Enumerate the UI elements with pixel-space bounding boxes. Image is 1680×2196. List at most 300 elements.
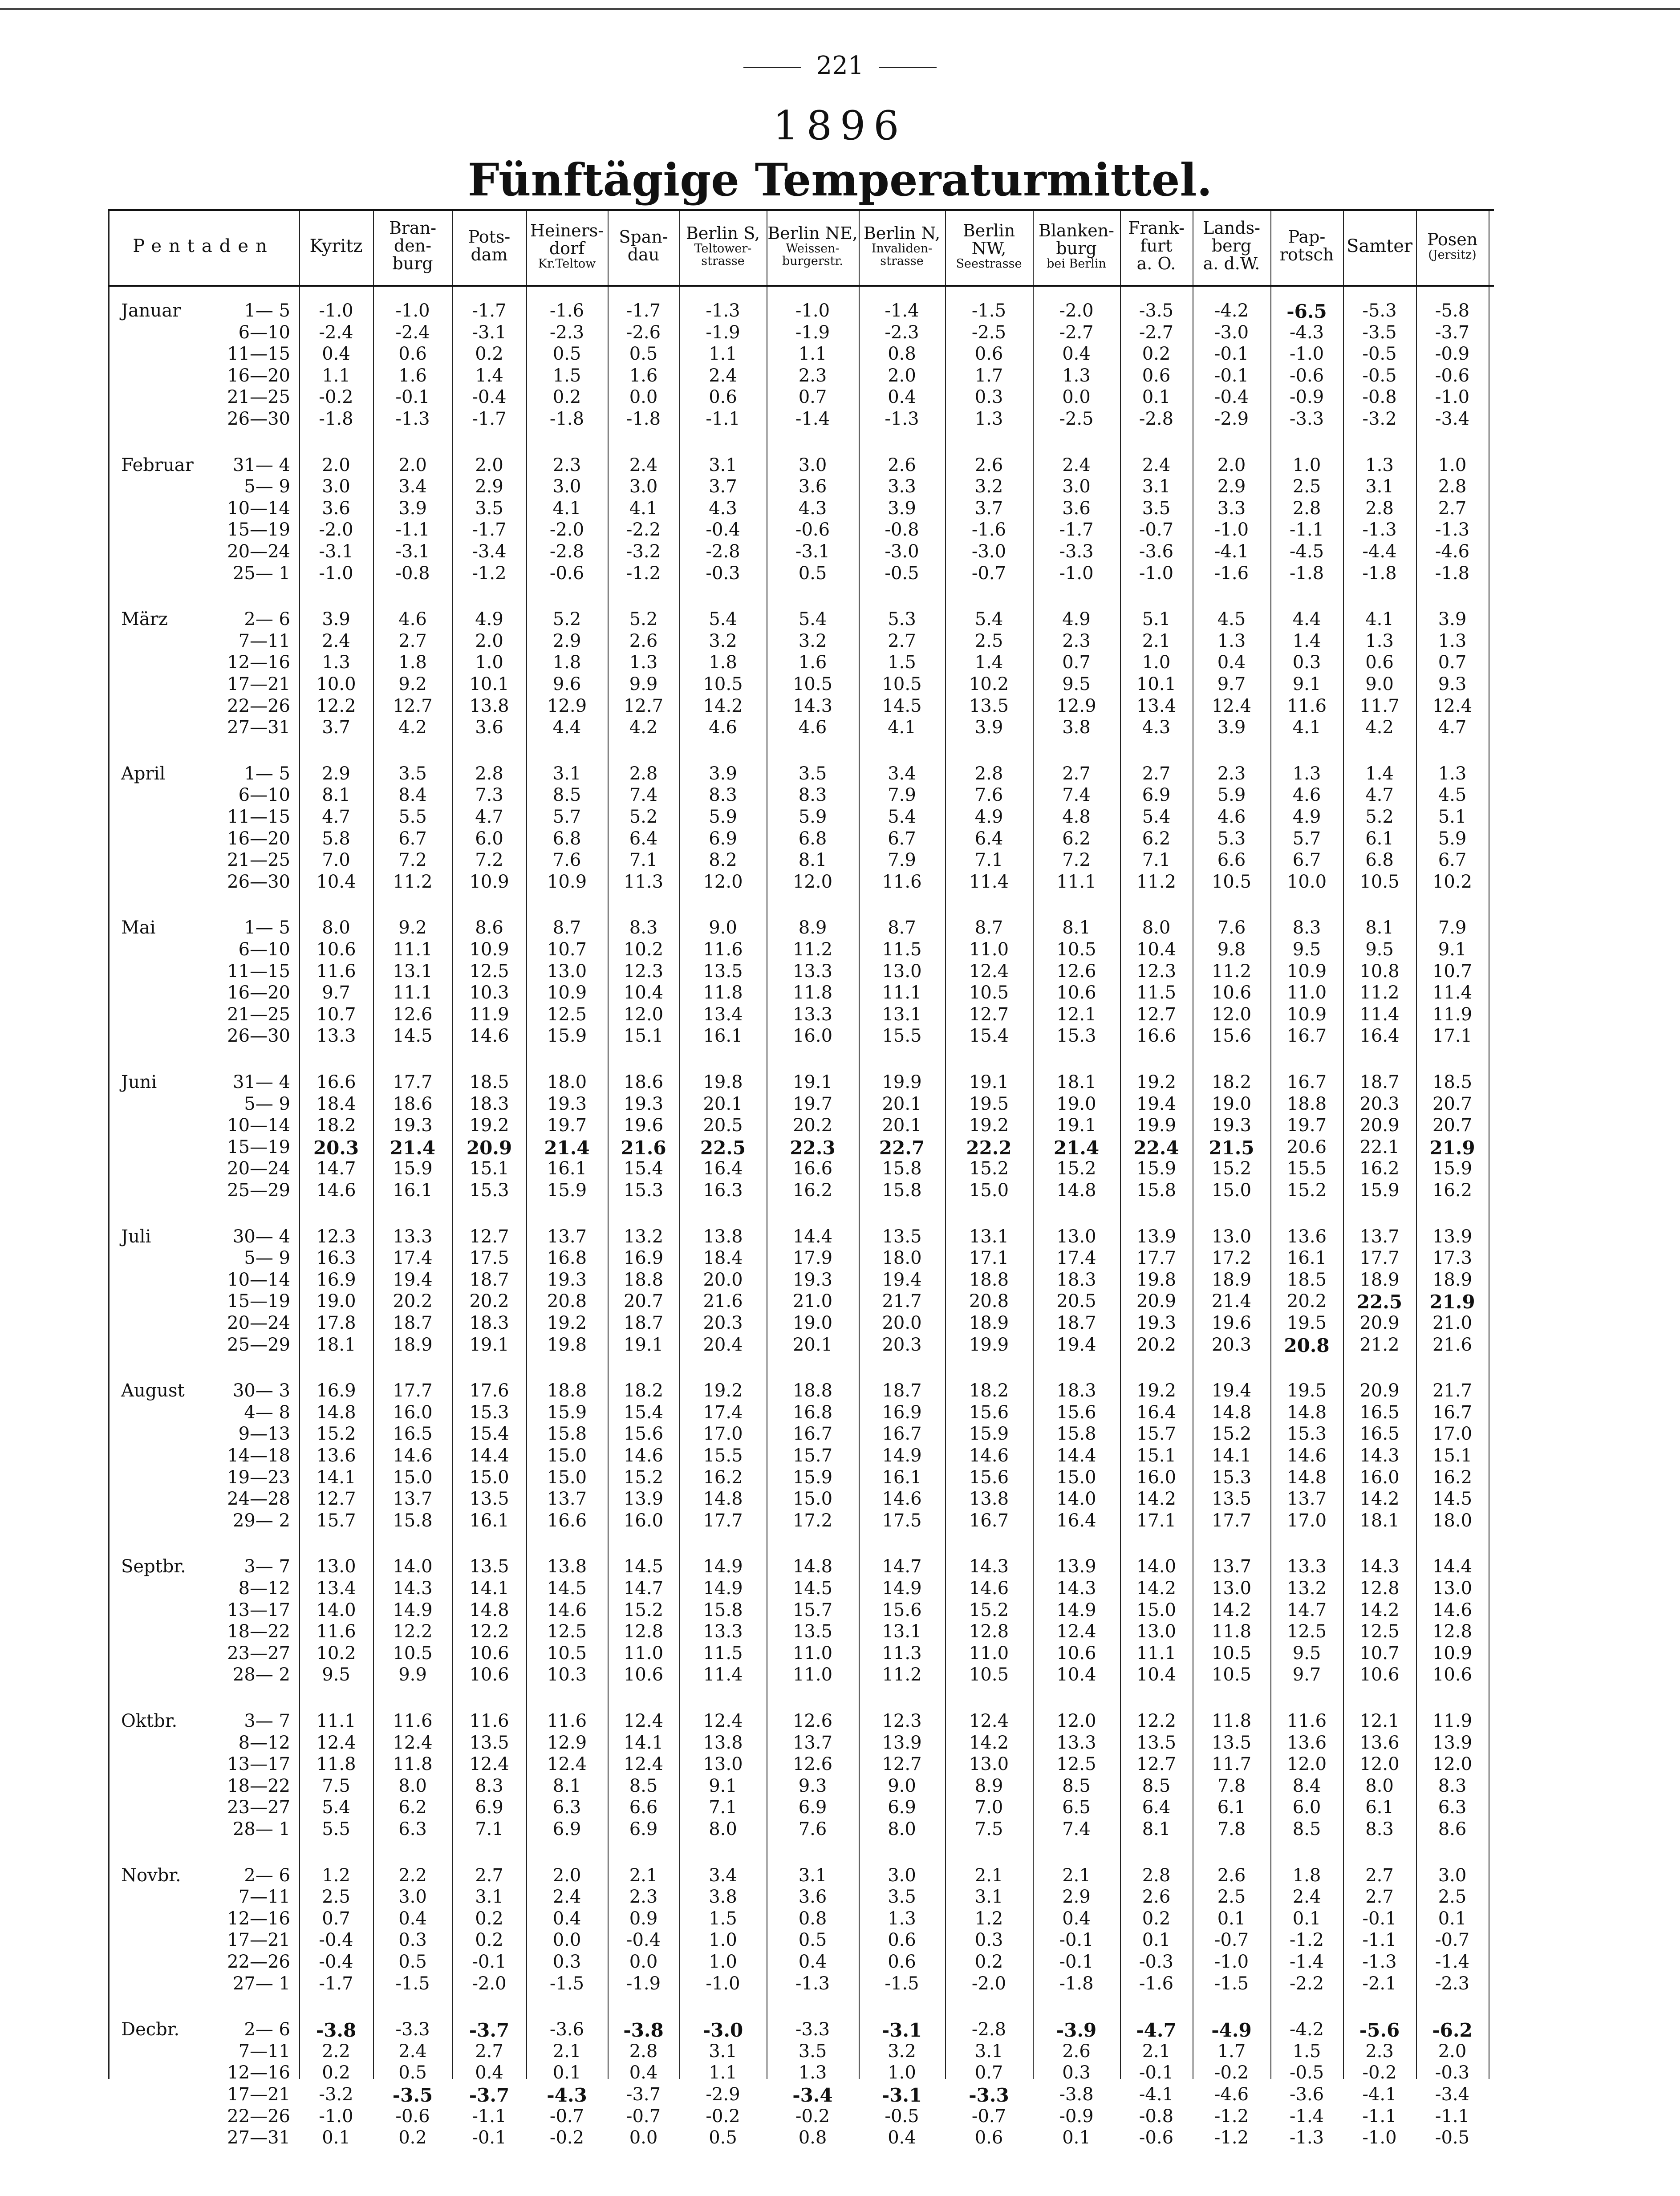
- table-cell: 11.7: [1359, 695, 1400, 716]
- table-cell: 9.9: [398, 1664, 427, 1685]
- table-cell: -0.6: [549, 563, 584, 584]
- table-cell: 14.9: [882, 1578, 922, 1599]
- table-cell: 12.2: [393, 1621, 433, 1642]
- table-cell: 2.3: [552, 455, 581, 475]
- table-cell: 21.4: [390, 1137, 436, 1159]
- table-cell: 15.7: [316, 1510, 356, 1531]
- table-cell: 16.0: [623, 1510, 664, 1531]
- table-cell: 10.5: [882, 674, 922, 694]
- table-cell: 6.1: [1365, 1797, 1394, 1818]
- table-cell: -3.2: [626, 541, 661, 562]
- table-cell: -5.8: [1435, 300, 1470, 321]
- table-cell: 16.7: [882, 1424, 922, 1445]
- table-cell: 2.4: [398, 2041, 427, 2062]
- table-cell: 4.7: [322, 807, 350, 827]
- table-cell: 6.6: [1217, 850, 1246, 871]
- table-cell: -3.6: [1289, 2084, 1324, 2105]
- table-cell: 14.6: [969, 1445, 1009, 1466]
- table-cell: 2.6: [888, 455, 916, 475]
- table-cell: 16.6: [316, 1072, 356, 1092]
- table-cell: 7.4: [1062, 1819, 1091, 1839]
- pentade-range: 5— 9: [244, 476, 290, 497]
- table-cell: -0.4: [706, 520, 740, 540]
- table-cell: 15.2: [623, 1467, 664, 1488]
- table-cell: 15.2: [1211, 1158, 1252, 1179]
- table-cell: 13.3: [792, 1004, 833, 1025]
- table-cell: 13.9: [623, 1489, 664, 1510]
- table-cell: 1.0: [1292, 455, 1321, 475]
- table-cell: 2.9: [552, 630, 581, 651]
- table-cell: 22.1: [1359, 1137, 1400, 1157]
- column-header-station: [1343, 213, 1416, 280]
- pentade-range: 10—14: [227, 1115, 290, 1136]
- table-cell: 9.8: [1217, 939, 1246, 960]
- table-cell: 18.8: [623, 1269, 664, 1290]
- table-cell: -2.8: [971, 2019, 1006, 2040]
- table-cell: 10.9: [1432, 1643, 1473, 1664]
- table-cell: -0.2: [319, 387, 353, 408]
- table-cell: 20.4: [703, 1334, 743, 1355]
- table-cell: 0.4: [1062, 1908, 1091, 1929]
- table-cell: 13.5: [882, 1226, 922, 1247]
- table-cell: 13.4: [1136, 695, 1177, 716]
- table-cell: 13.3: [792, 961, 833, 982]
- table-cell: 12.3: [623, 961, 664, 982]
- table-cell: -1.4: [885, 300, 919, 321]
- table-cell: 8.1: [1062, 917, 1091, 938]
- table-cell: 13.0: [1056, 1226, 1096, 1247]
- table-cell: 14.9: [393, 1599, 433, 1620]
- table-cell: 8.3: [475, 1775, 503, 1796]
- table-cell: 2.3: [1062, 630, 1091, 651]
- table-cell: 14.6: [316, 1180, 356, 1201]
- table-cell: 7.6: [798, 1819, 827, 1839]
- table-cell: 8.3: [709, 785, 737, 806]
- table-cell: 14.6: [469, 1026, 509, 1047]
- table-cell: 2.4: [709, 365, 737, 386]
- pentade-range: 12—16: [227, 652, 290, 673]
- table-cell: 6.7: [888, 828, 916, 849]
- table-cell: 10.9: [1286, 961, 1327, 982]
- table-cell: 13.1: [882, 1621, 922, 1642]
- table-cell: 5.4: [709, 609, 737, 630]
- table-cell: 20.5: [1056, 1291, 1096, 1312]
- table-cell: -3.8: [316, 2019, 357, 2042]
- table-cell: 8.0: [398, 1775, 427, 1796]
- table-cell: 2.4: [322, 630, 350, 651]
- table-cell: 13.5: [1211, 1732, 1252, 1753]
- table-cell: 1.1: [709, 2062, 737, 2083]
- table-cell: 18.7: [1359, 1072, 1400, 1092]
- table-cell: -0.2: [1362, 2062, 1397, 2083]
- table-cell: 14.9: [703, 1578, 743, 1599]
- table-cell: 0.5: [398, 1952, 427, 1972]
- table-cell: 12.0: [703, 871, 743, 892]
- table-cell: 2.3: [629, 1887, 658, 1908]
- table-cell: 4.3: [798, 498, 827, 519]
- table-cell: 0.2: [974, 1952, 1003, 1972]
- table-cell: 2.5: [322, 1887, 350, 1908]
- table-cell: 15.3: [1211, 1467, 1252, 1488]
- table-cell: 20.7: [1432, 1115, 1473, 1136]
- table-cell: 7.0: [974, 1797, 1003, 1818]
- station-subtitle: burgerstr.: [782, 254, 843, 268]
- table-cell: 7.9: [888, 785, 916, 806]
- table-cell: 13.1: [969, 1226, 1009, 1247]
- table-cell: 11.5: [703, 1643, 743, 1664]
- table-cell: 7.4: [1062, 785, 1091, 806]
- station-name: Pots-: [468, 227, 511, 247]
- table-cell: 0.3: [552, 1952, 581, 1972]
- table-cell: 3.1: [709, 455, 737, 475]
- table-cell: 2.6: [629, 630, 658, 651]
- pentade-range: 16—20: [227, 365, 290, 386]
- station-name: dau: [627, 245, 660, 264]
- table-cell: 15.2: [969, 1158, 1009, 1179]
- table-cell: 6.6: [629, 1797, 658, 1818]
- table-cell: -0.7: [1139, 520, 1174, 540]
- table-cell: -1.3: [1362, 1952, 1397, 1972]
- table-cell: 12.0: [1056, 1711, 1096, 1731]
- table-cell: 18.0: [547, 1072, 587, 1092]
- table-cell: 18.5: [1432, 1072, 1473, 1092]
- pentade-range: 11—15: [227, 807, 290, 827]
- pentade-range: 24—28: [227, 1489, 290, 1510]
- table-cell: -2.3: [549, 322, 584, 343]
- table-cell: 4.8: [1062, 807, 1091, 827]
- table-cell: 12.1: [1056, 1004, 1096, 1025]
- table-cell: 10.5: [969, 1664, 1009, 1685]
- table-cell: 4.6: [1217, 807, 1246, 827]
- table-cell: 3.2: [709, 630, 737, 651]
- pentade-range: 25—29: [227, 1334, 290, 1355]
- station-name: Span-: [619, 227, 668, 247]
- table-cell: 15.1: [469, 1158, 509, 1179]
- table-cell: 11.4: [969, 871, 1009, 892]
- table-cell: 13.9: [1432, 1226, 1473, 1247]
- table-cell: 15.8: [1136, 1180, 1177, 1201]
- table-cell: 3.1: [798, 1865, 827, 1886]
- table-cell: 10.4: [316, 871, 356, 892]
- table-cell: 11.8: [703, 982, 743, 1003]
- pentade-range: 18—22: [227, 1775, 290, 1796]
- table-cell: 3.1: [1142, 476, 1171, 497]
- table-cell: 16.5: [1359, 1402, 1400, 1423]
- table-cell: 6.7: [1438, 850, 1467, 871]
- table-cell: 4.7: [475, 807, 503, 827]
- pentade-range: 21—25: [227, 387, 290, 408]
- table-cell: 0.8: [798, 2127, 827, 2148]
- pentade-range: 22—26: [227, 695, 290, 716]
- pentade-range: 20—24: [227, 1313, 290, 1333]
- table-cell: 3.5: [398, 763, 427, 784]
- table-cell: -4.7: [1136, 2019, 1177, 2042]
- table-cell: 16.2: [1432, 1180, 1473, 1201]
- table-cell: 20.3: [1359, 1093, 1400, 1114]
- table-cell: 0.1: [1062, 2127, 1091, 2148]
- table-cell: 3.5: [1142, 498, 1171, 519]
- table-cell: 13.1: [393, 961, 433, 982]
- table-cell: 12.4: [547, 1754, 587, 1775]
- table-cell: 10.5: [1056, 939, 1096, 960]
- table-cell: 15.2: [623, 1599, 664, 1620]
- station-name: Berlin: [962, 220, 1015, 240]
- table-cell: 21.7: [1432, 1380, 1473, 1401]
- table-cell: 20.1: [882, 1115, 922, 1136]
- table-cell: 17.4: [703, 1402, 743, 1423]
- table-cell: 13.0: [1136, 1621, 1177, 1642]
- table-cell: -0.1: [1214, 365, 1249, 386]
- table-cell: 10.2: [316, 1643, 356, 1664]
- table-cell: -1.2: [1214, 2106, 1249, 2127]
- table-cell: 5.7: [1292, 828, 1321, 849]
- table-cell: 19.0: [792, 1313, 833, 1333]
- table-cell: 21.9: [1429, 1291, 1475, 1313]
- table-cell: 16.1: [703, 1026, 743, 1047]
- table-cell: 11.3: [623, 871, 664, 892]
- table-cell: 10.2: [1432, 871, 1473, 892]
- table-cell: 11.6: [882, 871, 922, 892]
- table-cell: 13.3: [393, 1226, 433, 1247]
- table-cell: -1.0: [706, 1973, 740, 1994]
- pentade-range: 3— 7: [244, 1556, 290, 1577]
- pentade-range: 16—20: [227, 828, 290, 849]
- pentade-range: 21—25: [227, 1004, 290, 1025]
- table-cell: 18.6: [393, 1093, 433, 1114]
- table-cell: 3.9: [888, 498, 916, 519]
- pentade-range: 8—12: [238, 1732, 290, 1753]
- table-cell: -0.4: [319, 1952, 353, 1972]
- table-cell: 15.8: [882, 1158, 922, 1179]
- column-header-station: [1416, 213, 1489, 280]
- table-cell: 11.7: [1211, 1754, 1252, 1775]
- table-cell: 2.9: [1062, 1887, 1091, 1908]
- table-cell: 10.5: [703, 674, 743, 694]
- pentade-range: 5— 9: [244, 1248, 290, 1269]
- month-label: Septbr.: [121, 1556, 186, 1577]
- table-cell: 5.2: [552, 609, 581, 630]
- table-cell: 19.1: [792, 1072, 833, 1092]
- table-cell: 8.3: [1292, 917, 1321, 938]
- table-cell: -3.1: [319, 541, 353, 562]
- table-cell: 2.7: [475, 2041, 503, 2062]
- table-cell: 15.6: [623, 1424, 664, 1445]
- table-cell: -0.1: [472, 2127, 507, 2148]
- table-cell: 16.2: [1432, 1467, 1473, 1488]
- table-cell: 12.9: [547, 1732, 587, 1753]
- table-cell: -1.3: [885, 409, 919, 429]
- table-cell: 18.7: [623, 1313, 664, 1333]
- table-cell: 11.9: [1432, 1004, 1473, 1025]
- table-cell: 11.6: [393, 1711, 433, 1731]
- table-cell: 1.2: [322, 1865, 350, 1886]
- table-cell: 13.0: [316, 1556, 356, 1577]
- table-cell: 2.1: [552, 2041, 581, 2062]
- pentade-range: 12—16: [227, 1908, 290, 1929]
- table-cell: 9.7: [1217, 674, 1246, 694]
- table-cell: 1.3: [322, 652, 350, 673]
- table-cell: -0.1: [1139, 2062, 1174, 2083]
- table-cell: 0.5: [552, 344, 581, 365]
- table-cell: 18.8: [1286, 1093, 1327, 1114]
- table-cell: 13.3: [1056, 1732, 1096, 1753]
- table-cell: 16.8: [792, 1402, 833, 1423]
- pentade-range: 15—19: [227, 1137, 290, 1157]
- table-cell: 16.7: [1432, 1402, 1473, 1423]
- table-cell: -1.8: [549, 409, 584, 429]
- pentade-range: 27—31: [227, 2127, 290, 2148]
- table-cell: 2.0: [475, 630, 503, 651]
- table-cell: -0.4: [626, 1930, 661, 1951]
- table-cell: 12.5: [547, 1621, 587, 1642]
- table-cell: 6.3: [1438, 1797, 1467, 1818]
- table-cell: 8.5: [629, 1775, 658, 1796]
- table-cell: 1.5: [709, 1908, 737, 1929]
- table-cell: 3.6: [798, 1887, 827, 1908]
- table-cell: 18.6: [623, 1072, 664, 1092]
- table-cell: 13.2: [1286, 1578, 1327, 1599]
- table-cell: -1.8: [1289, 563, 1324, 584]
- table-cell: 10.7: [547, 939, 587, 960]
- table-cell: 4.2: [398, 717, 427, 738]
- table-cell: 0.7: [1438, 652, 1467, 673]
- pentade-range: 14—18: [227, 1445, 290, 1466]
- table-cell: 6.4: [974, 828, 1003, 849]
- pentade-range: 1— 5: [244, 917, 290, 938]
- table-cell: 6.8: [552, 828, 581, 849]
- table-cell: 19.4: [1211, 1380, 1252, 1401]
- station-subtitle: (Jersitz): [1428, 248, 1477, 262]
- table-cell: 14.8: [703, 1489, 743, 1510]
- table-cell: 21.4: [544, 1137, 590, 1159]
- table-cell: 10.7: [1432, 961, 1473, 982]
- table-cell: 12.7: [469, 1226, 509, 1247]
- table-cell: 0.4: [475, 2062, 503, 2083]
- table-cell: -4.3: [1289, 322, 1324, 343]
- table-cell: 12.7: [1136, 1754, 1177, 1775]
- table-cell: 15.9: [969, 1424, 1009, 1445]
- table-cell: 0.9: [629, 1908, 658, 1929]
- table-cell: 18.9: [1359, 1269, 1400, 1290]
- pentade-range: 22—26: [227, 1952, 290, 1972]
- table-cell: 19.3: [792, 1269, 833, 1290]
- table-cell: 14.6: [882, 1489, 922, 1510]
- table-cell: 3.1: [974, 1887, 1003, 1908]
- table-cell: 10.9: [547, 982, 587, 1003]
- table-cell: 8.3: [798, 785, 827, 806]
- table-cell: -2.9: [706, 2084, 740, 2105]
- table-cell: 11.0: [792, 1643, 833, 1664]
- table-cell: 12.3: [1136, 961, 1177, 982]
- table-cell: 15.2: [1211, 1424, 1252, 1445]
- table-cell: 11.4: [1432, 982, 1473, 1003]
- table-cell: 16.8: [547, 1248, 587, 1269]
- table-cell: 20.0: [703, 1269, 743, 1290]
- table-cell: 7.2: [1062, 850, 1091, 871]
- table-cell: -5.6: [1359, 2019, 1400, 2042]
- table-cell: 11.1: [316, 1711, 356, 1731]
- table-cell: 12.4: [1211, 695, 1252, 716]
- month-label: Oktbr.: [121, 1711, 178, 1731]
- table-cell: 10.1: [469, 674, 509, 694]
- table-cell: 12.0: [1432, 1754, 1473, 1775]
- table-cell: 14.3: [1359, 1556, 1400, 1577]
- table-cell: -0.7: [971, 563, 1006, 584]
- table-cell: -3.4: [472, 541, 507, 562]
- table-cell: 13.6: [1286, 1732, 1327, 1753]
- table-cell: 0.6: [398, 344, 427, 365]
- table-cell: 11.8: [1211, 1621, 1252, 1642]
- table-cell: 2.8: [1365, 498, 1394, 519]
- table-cell: 0.6: [1365, 652, 1394, 673]
- table-cell: 10.9: [469, 939, 509, 960]
- table-cell: 11.9: [469, 1004, 509, 1025]
- table-cell: -3.0: [702, 2019, 743, 2042]
- table-cell: 17.4: [1056, 1248, 1096, 1269]
- table-cell: -1.1: [1435, 2106, 1470, 2127]
- table-cell: 3.0: [1438, 1865, 1467, 1886]
- table-cell: 20.2: [393, 1291, 433, 1312]
- table-cell: 15.8: [547, 1424, 587, 1445]
- table-cell: 0.2: [322, 2062, 350, 2083]
- table-cell: 13.9: [1136, 1226, 1177, 1247]
- table-cell: 14.5: [792, 1578, 833, 1599]
- column-header-station: [767, 213, 859, 280]
- table-cell: 12.6: [393, 1004, 433, 1025]
- table-cell: 17.7: [1359, 1248, 1400, 1269]
- table-cell: 6.9: [552, 1819, 581, 1839]
- table-cell: -3.7: [1435, 322, 1470, 343]
- table-cell: 18.2: [1211, 1072, 1252, 1092]
- table-cell: 16.9: [882, 1402, 922, 1423]
- table-cell: 8.7: [888, 917, 916, 938]
- pentade-range: 10—14: [227, 498, 290, 519]
- table-cell: -0.6: [1289, 365, 1324, 386]
- table-cell: 0.4: [888, 2127, 916, 2148]
- header-rule: [108, 285, 1494, 287]
- table-cell: 11.5: [1136, 982, 1177, 1003]
- table-cell: 1.1: [709, 344, 737, 365]
- table-cell: 13.5: [792, 1621, 833, 1642]
- table-cell: 3.5: [798, 2041, 827, 2062]
- table-cell: 1.0: [709, 1930, 737, 1951]
- table-cell: 1.5: [1292, 2041, 1321, 2062]
- table-cell: -1.4: [1289, 2106, 1324, 2127]
- table-cell: 10.7: [316, 1004, 356, 1025]
- table-cell: -3.0: [1214, 322, 1249, 343]
- column-header-station: [1270, 213, 1343, 280]
- table-cell: 0.6: [888, 1952, 916, 1972]
- table-cell: 20.7: [1432, 1093, 1473, 1114]
- table-cell: -3.8: [623, 2019, 664, 2042]
- table-cell: 12.7: [969, 1004, 1009, 1025]
- month-label: Juni: [121, 1072, 157, 1092]
- table-cell: 15.0: [1056, 1467, 1096, 1488]
- table-cell: 13.5: [1136, 1732, 1177, 1753]
- table-cell: 5.9: [1438, 828, 1467, 849]
- station-subtitle: strasse: [701, 254, 745, 268]
- table-cell: 15.8: [703, 1599, 743, 1620]
- station-subtitle: Weissen-: [786, 241, 840, 256]
- pentade-range: 30— 3: [232, 1380, 290, 1401]
- table-cell: 19.1: [469, 1334, 509, 1355]
- table-cell: 18.8: [547, 1380, 587, 1401]
- table-cell: 20.9: [466, 1137, 512, 1159]
- table-cell: 0.2: [552, 387, 581, 408]
- table-cell: 12.4: [969, 961, 1009, 982]
- pentade-range: 11—15: [227, 961, 290, 982]
- table-cell: 7.1: [709, 1797, 737, 1818]
